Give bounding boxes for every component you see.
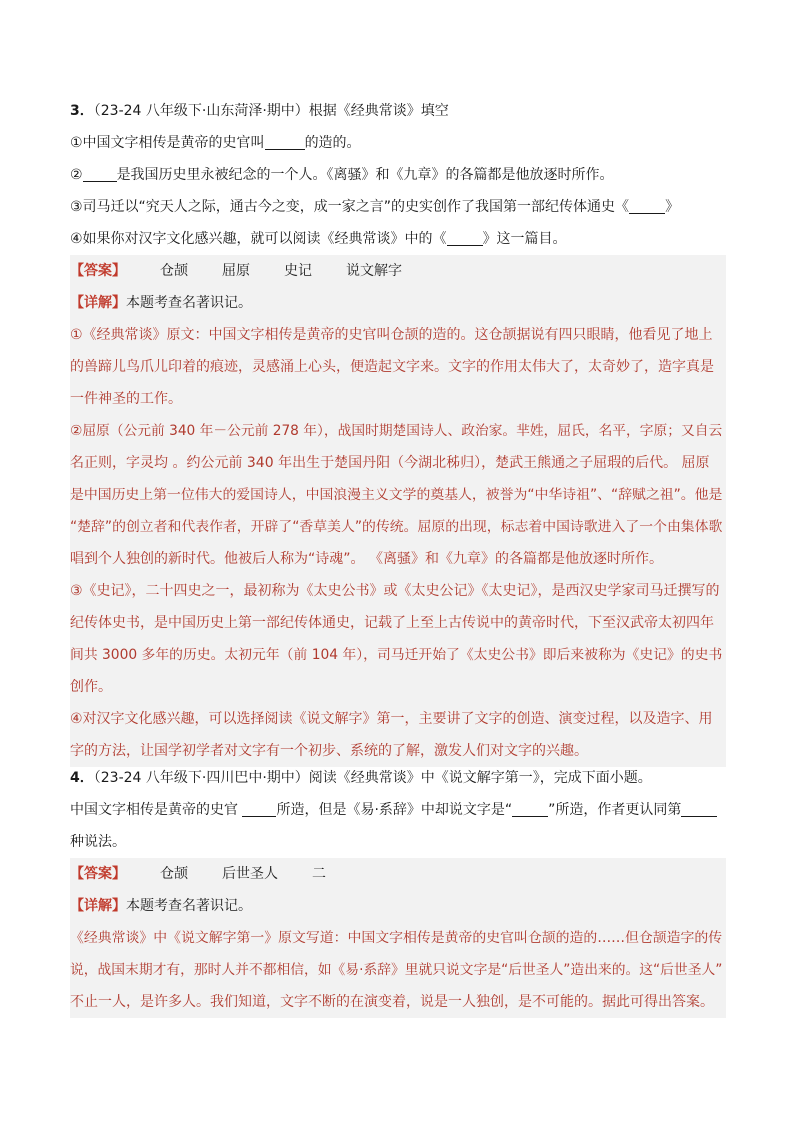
answer-blank[interactable]: [512, 800, 548, 817]
answer-line: [70, 255, 726, 287]
detail-header: [70, 287, 726, 319]
detail-line: 创作。: [70, 679, 112, 695]
answer-line: [70, 858, 726, 890]
question-number: 3．: [70, 103, 94, 119]
answer-section: [70, 858, 726, 1018]
fill-item-2: ② 是我国历史里永被纪念的一个人。《离骚》和《九章》的各篇都是他放逐时所作。: [70, 167, 614, 183]
question-4-stem: 中国文字相传是黄帝的史官 所造，但是《易·系辞》中却说文字是“ ”所造，作者更认同第: [70, 794, 726, 826]
detail-line: ④对汉字文化感兴趣，可以选择阅读《说文解字》第一，主要讲了文字的创造、演变过程，以及造字、用: [70, 711, 713, 727]
answer-item: 史记: [284, 263, 312, 279]
question-source: （23-24 八年级下·山东菏泽·期中）: [93, 103, 309, 119]
question-prompt: 根据《经典常谈》填空: [308, 103, 449, 119]
answer-item: 二: [312, 866, 326, 882]
detail-line: 纪传体史书，是中国历史上第一部纪传体通史，记载了上至上古传说中的黄帝时代，下至汉武帝太初四年: [70, 615, 714, 631]
question-4-header: [70, 762, 726, 794]
detail-line: 唱到个人独创的新时代。他被后人称为“诗魂”。 《离骚》和《九章》的各篇都是他放逐时所作。: [70, 551, 663, 567]
detail-line: ①《经典常谈》原文：中国文字相传是黄帝的史官叫仓颉的造的。这仓颉据说有四只眼睛，他看见了地上: [70, 327, 713, 343]
detail-label: 【详解】: [70, 898, 126, 914]
answer-blank[interactable]: [83, 165, 117, 182]
question-3: [70, 95, 726, 767]
question-prompt: 阅读《经典常谈》中《说文解字第一》，完成下面小题。: [308, 770, 652, 786]
question-number: 4．: [70, 770, 94, 786]
answer-item: 说文解字: [346, 263, 402, 279]
answer-item: 仓颉: [160, 866, 188, 882]
detail-intro: 本题考查名著识记。: [126, 898, 252, 914]
answer-item: 屈原: [222, 263, 250, 279]
fill-item-3: ③司马迁以“究天人之际，通古今之变，成一家之言”的史实创作了我国第一部纪传体通史《 》: [70, 199, 680, 215]
detail-line: 不止一人，是许多人。我们知道，文字不断的在演变着，说是一人独创，是不可能的。据此可得出答案。: [70, 994, 714, 1010]
detail-line: 一件神圣的工作。: [70, 391, 182, 407]
answer-item: 仓颉: [160, 263, 188, 279]
answer-blank[interactable]: [447, 229, 483, 246]
answer-blank[interactable]: [265, 133, 305, 150]
question-source: （23-24 八年级下·四川巴中·期中）: [93, 770, 309, 786]
fill-item-4: ④如果你对汉字文化感兴趣，就可以阅读《经典常谈》中的《 》这一篇目。: [70, 231, 567, 247]
detail-line: 是中国历史上第一位伟大的爱国诗人，中国浪漫主义文学的奠基人，被誉为“中华诗祖”、“辞赋之祖”。他是: [70, 487, 723, 503]
detail-line: “楚辞”的创立者和代表作者，开辟了“香草美人”的传统。屈原的出现，标志着中国诗歌进入了一个由集体歌: [70, 519, 723, 535]
detail-intro: 本题考查名著识记。: [126, 295, 252, 311]
detail-line: ③《史记》，二十四史之一，最初称为《太史公书》或《太史公记》《太史记》，是西汉史学家司马迁撰写的: [70, 583, 720, 599]
detail-line: ②屈原（公元前 340 年－公元前 278 年），战国时期楚国诗人、政治家。芈姓，屈氏，名平，字原；又自云: [70, 423, 723, 439]
detail-line: 的兽蹄儿鸟爪儿印着的痕迹，灵感涌上心头，便造起文字来。文字的作用太伟大了，太奇妙了，造字真是: [70, 359, 714, 375]
detail-line: 说，战国末期才有，那时人并不都相信，如《易·系辞》里就只说文字是“后世圣人”造出来的。这“后世圣人”: [70, 962, 723, 978]
fill-item-1: ①中国文字相传是黄帝的史官叫 的造的。: [70, 135, 361, 151]
detail-header: [70, 890, 726, 922]
detail-line: 字的方法，让国学初学者对文字有一个初步、系统的了解，激发人们对文字的兴趣。: [70, 743, 588, 759]
detail-label: 【详解】: [70, 295, 126, 311]
answer-label: 【答案】: [70, 866, 126, 882]
question-3-header: [70, 95, 726, 127]
answer-blank[interactable]: [681, 800, 717, 817]
answer-blank[interactable]: [629, 197, 665, 214]
question-4: [70, 762, 726, 1018]
question-4-stem-cont: 种说法。: [70, 834, 126, 850]
answer-item: 后世圣人: [222, 866, 278, 882]
detail-line: 间共 3000 多年的历史。太初元年（前 104 年），司马迁开始了《太史公书》即后来被称为《史记》的史书: [70, 647, 723, 663]
answer-label: 【答案】: [70, 263, 126, 279]
answer-section: [70, 255, 726, 767]
answer-blank[interactable]: [242, 800, 276, 817]
detail-line: 名正则，字灵均 。约公元前 340 年出生于楚国丹阳（今湖北秭归），楚武王熊通之子屈瑕的后代。 屈原: [70, 455, 710, 471]
detail-line: 《经典常谈》中《说文解字第一》原文写道：中国文字相传是黄帝的史官叫仓颉的造的……但仓颉造字的传: [70, 930, 723, 946]
